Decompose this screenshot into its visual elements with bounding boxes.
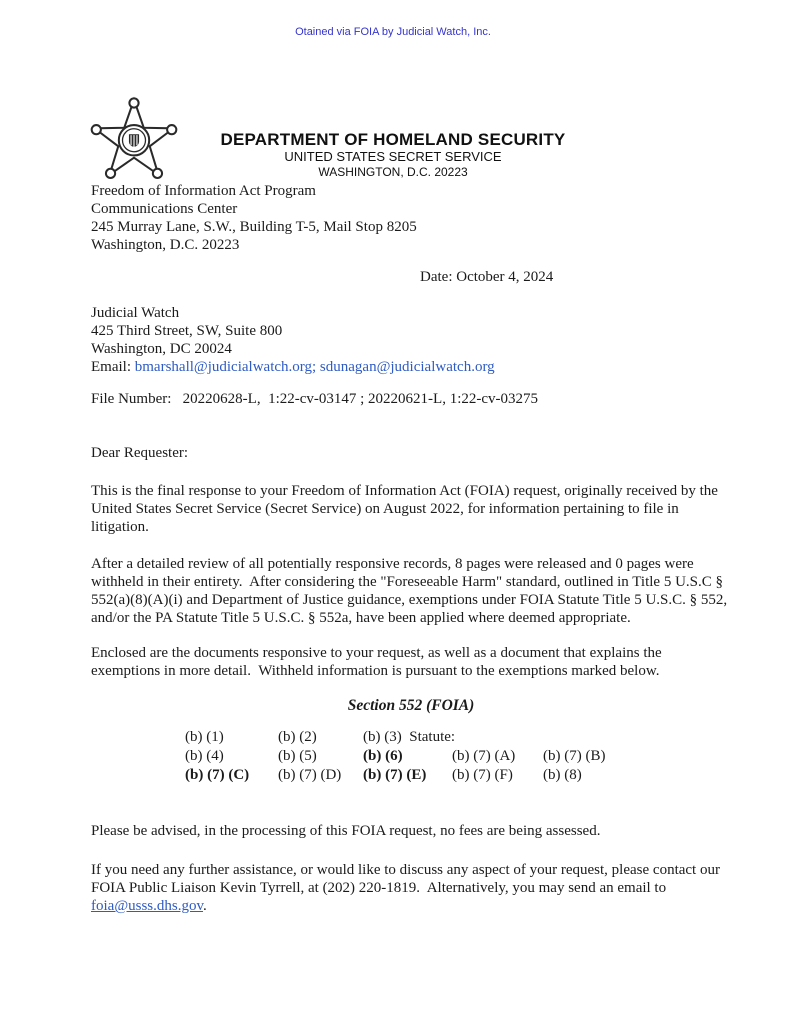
paragraph-final-response: This is the final response to your Freedom of Information Act (FOIA) request, originally received by the United States Secret Service (Secret Service) on August 2022, for information pertaining to file in litigation. bbox=[91, 483, 722, 535]
sender-line: 245 Murray Lane, S.W., Building T-5, Mail Stop 8205 bbox=[91, 219, 417, 235]
agency-title: DEPARTMENT OF HOMELAND SECURITY bbox=[220, 130, 566, 149]
exemption-b7e-marked: (b) (7) (E) bbox=[363, 767, 427, 783]
sender-line: Washington, D.C. 20223 bbox=[91, 237, 240, 253]
salutation: Dear Requester: bbox=[91, 445, 189, 461]
sender-line: Communications Center bbox=[91, 201, 238, 217]
secret-service-seal-icon bbox=[88, 96, 180, 190]
exemption-empty bbox=[452, 728, 543, 747]
date-line: Date: October 4, 2024 bbox=[420, 269, 554, 285]
recipient-line: 425 Third Street, SW, Suite 800 bbox=[91, 323, 283, 339]
sender-address-block bbox=[91, 182, 731, 254]
recipient-line: Judicial Watch bbox=[91, 305, 180, 321]
letter-body bbox=[0, 182, 786, 915]
recipient-line: Washington, DC 20024 bbox=[91, 341, 232, 357]
foia-source-note: Otained via FOIA by Judicial Watch, Inc. bbox=[295, 26, 491, 38]
section-552-heading: Section 552 (FOIA) bbox=[347, 697, 475, 714]
recipient-email-line bbox=[91, 358, 731, 376]
assistance-text: If you need any further assistance, or would like to discuss any aspect of your request, please contact our FOIA Public Liaison Kevin Tyrrell, at (202) 220-1819. Alternatively, you may send an email to bbox=[91, 862, 724, 896]
exemption-b2: (b) (2) bbox=[278, 729, 317, 745]
paragraph-enclosed-documents: Enclosed are the documents responsive to your request, as well as a document that explains the exemptions in more detail. Withheld information is pursuant to the exemptions marked below. bbox=[91, 645, 666, 679]
exemption-b7a: (b) (7) (A) bbox=[452, 748, 516, 764]
exemption-b5: (b) (5) bbox=[278, 748, 317, 764]
exemption-b4: (b) (4) bbox=[185, 748, 224, 764]
paragraph-assistance bbox=[91, 861, 731, 915]
recipient-address-block bbox=[91, 304, 731, 376]
sender-line: Freedom of Information Act Program bbox=[91, 183, 316, 199]
email-link-bmarshall[interactable]: bmarshall@judicialwatch.org bbox=[134, 359, 312, 375]
foia-email-link[interactable]: foia@usss.dhs.gov bbox=[91, 898, 204, 914]
agency-city: WASHINGTON, D.C. 20223 bbox=[318, 165, 468, 179]
exemption-b7f: (b) (7) (F) bbox=[452, 767, 513, 783]
paragraph-review-exemptions: After a detailed review of all potentially responsive records, 8 pages were released and 0 pages were withheld in their entirety. After considering the "Foreseeable Harm" standard, outlined in Title 5 U.S.C § 552(a)(8)(A)(i) and Department of Justice guidance, exemptions under FOIA Statute Title 5 U.S.C. § 552, and/or the PA Statute Title 5 U.S.C. § 552a, have been applied where deemed appropriate. bbox=[91, 556, 731, 626]
exemption-b7c-marked: (b) (7) (C) bbox=[185, 767, 250, 783]
exemption-b6-marked: (b) (6) bbox=[363, 748, 403, 764]
paragraph-no-fees: Please be advised, in the processing of this FOIA request, no fees are being assessed. bbox=[91, 823, 601, 839]
email-link-sdunagan[interactable]: sdunagan@judicialwatch.org bbox=[319, 359, 495, 375]
email-separator: ; bbox=[312, 359, 320, 375]
file-number-line: File Number: 20220628-L, 1:22-cv-03147 ; 20220621-L, 1:22-cv-03275 bbox=[91, 391, 539, 407]
exemption-grid bbox=[185, 728, 731, 785]
exemption-empty bbox=[543, 728, 731, 747]
exemption-b8: (b) (8) bbox=[543, 767, 582, 783]
exemption-b3-statute: (b) (3) Statute: bbox=[363, 729, 456, 745]
exemption-b1: (b) (1) bbox=[185, 729, 224, 745]
exemption-b7b: (b) (7) (B) bbox=[543, 748, 606, 764]
email-label: Email: bbox=[91, 359, 135, 375]
exemption-b7d: (b) (7) (D) bbox=[278, 767, 342, 783]
assistance-text-end: . bbox=[203, 898, 207, 914]
bureau-title: UNITED STATES SECRET SERVICE bbox=[284, 149, 502, 164]
